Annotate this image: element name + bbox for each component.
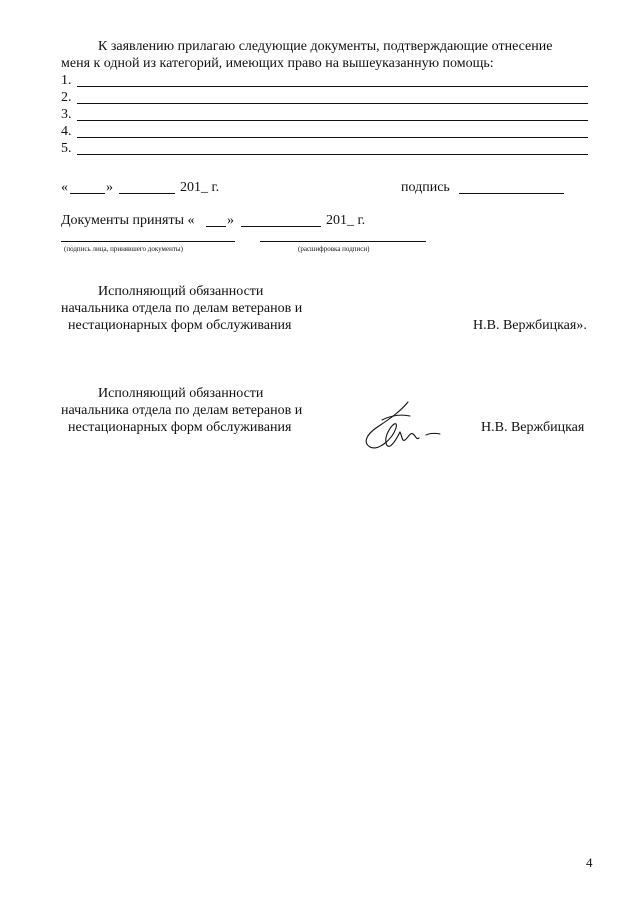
block1-title-line-1: Исполняющий обязанности [98, 284, 264, 299]
list-item-blank-line-2 [77, 103, 588, 104]
block2-title-line-3: нестационарных форм обслуживания [68, 420, 292, 435]
signature-blank [459, 193, 564, 194]
accepter-signature-line [61, 241, 235, 242]
block1-title-line-2: начальника отдела по делам ветеранов и [61, 301, 303, 316]
list-item-blank-line-1 [77, 86, 588, 87]
page-number: 4 [586, 855, 593, 870]
block1-title-line-3: нестационарных форм обслуживания [68, 318, 292, 333]
intro-line-2: меня к одной из категорий, имеющих право на вышеуказанную помощь: [61, 56, 494, 71]
block1-official-name: Н.В. Вержбицкая». [473, 318, 587, 333]
accepted-quote-close: » [227, 213, 234, 228]
list-item-number-5: 5. [61, 141, 72, 156]
list-item-blank-line-3 [77, 120, 588, 121]
accepted-year: 201_ г. [326, 213, 366, 228]
block2-official-name: Н.В. Вержбицкая [481, 420, 585, 435]
block2-title-line-2: начальника отдела по делам ветеранов и [61, 403, 303, 418]
list-item-number-1: 1. [61, 73, 72, 88]
date-day-blank [70, 193, 105, 194]
date-month-blank [119, 193, 175, 194]
accepted-label: Документы приняты « [61, 213, 195, 228]
list-item-number-2: 2. [61, 90, 72, 105]
caption-accepter-signature: (подпись лица, принявшего документы) [64, 245, 183, 253]
list-item-blank-line-4 [77, 137, 588, 138]
list-item-number-3: 3. [61, 107, 72, 122]
date-year: 201_ г. [180, 180, 220, 195]
signature-decoding-line [260, 241, 426, 242]
intro-line-1: К заявлению прилагаю следующие документы, подтверждающие отнесение [98, 39, 553, 54]
list-item-number-4: 4. [61, 124, 72, 139]
accepted-day-blank [206, 226, 226, 227]
date-quote-close: » [106, 180, 113, 195]
list-item-blank-line-5 [77, 154, 588, 155]
date-quote-open: « [61, 180, 68, 195]
signature-label: подпись [401, 180, 450, 195]
caption-signature-decoding: (расшифровка подписи) [298, 245, 370, 253]
block2-title-line-1: Исполняющий обязанности [98, 386, 264, 401]
handwritten-signature [360, 398, 445, 454]
accepted-month-blank [241, 226, 321, 227]
